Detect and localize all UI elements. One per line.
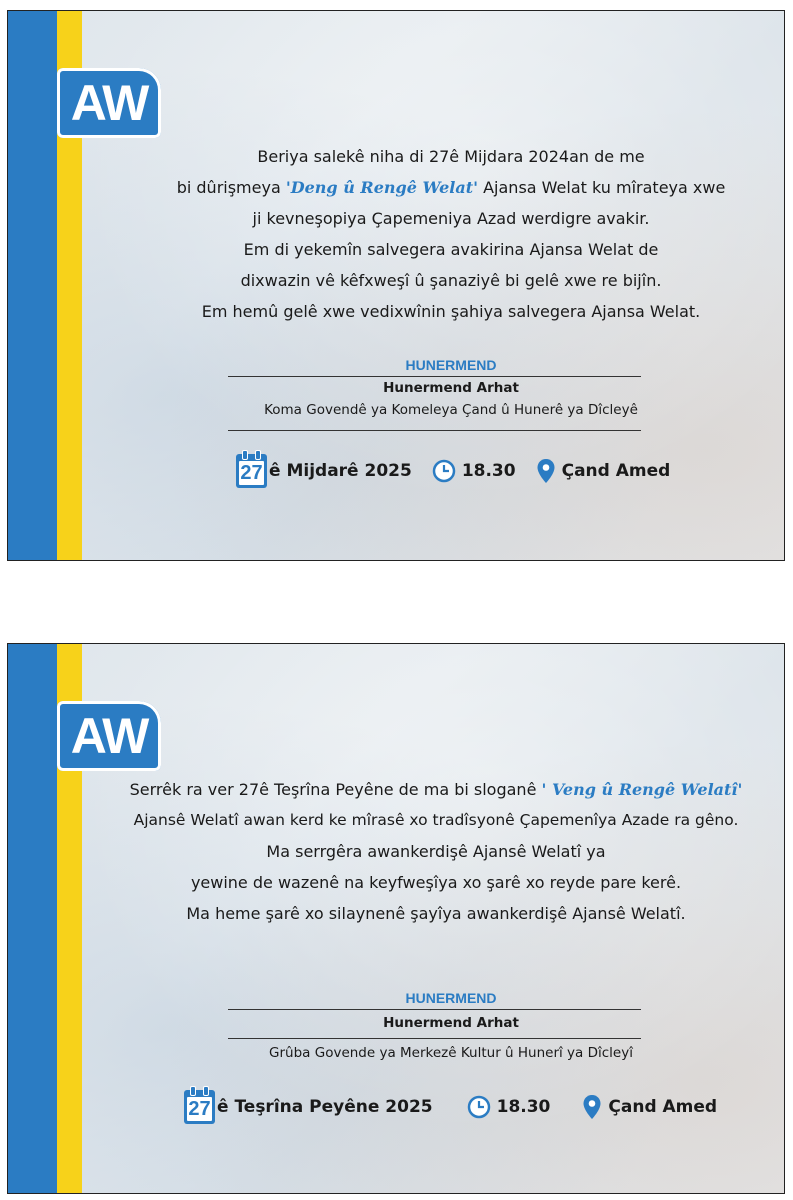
section-label: HUNERMEND: [405, 357, 497, 373]
invitation-card-kurmanji: [7, 10, 785, 561]
event-date: 27 ê Teşrîna Peyêne 2025: [184, 1090, 433, 1124]
invitation-card-zazaki: [7, 643, 785, 1194]
event-time: 18.30: [432, 459, 516, 483]
calendar-icon: 27: [236, 454, 267, 488]
text-line: Ma serrgêra awankerdişê Ajansê Welatî ya: [266, 842, 606, 861]
slogan: ' Veng û Rengê Welatî': [541, 780, 743, 799]
event-details: [236, 454, 690, 488]
location-pin-icon: [582, 1094, 602, 1120]
divider: [228, 430, 641, 431]
clock-icon: [432, 459, 456, 483]
event-details: [184, 1090, 737, 1124]
clock-icon: [467, 1095, 491, 1119]
event-place: Çand Amed: [536, 458, 671, 484]
artist-group: Grûba Govende ya Merkezê Kultur û Hunerî ya Dîcleyî: [269, 1045, 633, 1061]
text-line: Serrêk ra ver 27ê Teşrîna Peyêne de ma bi sloganê ' Veng û Rengê Welatî': [129, 780, 743, 799]
event-date: 27 ê Mijdarê 2025: [236, 454, 412, 488]
text-line: Em di yekemîn salvegera avakirina Ajansa Welat de: [243, 240, 659, 259]
artist-group: Koma Govendê ya Komeleya Çand û Hunerê ya Dîcleyê: [264, 402, 638, 418]
aw-logo: AW: [57, 68, 161, 138]
artist-name: Hunermend Arhat: [383, 380, 519, 396]
location-pin-icon: [536, 458, 556, 484]
text-line: Beriya salekê niha di 27ê Mijdara 2024an de me: [257, 147, 645, 166]
aw-logo: AW: [57, 701, 161, 771]
invitation-text: [108, 774, 764, 929]
event-time: 18.30: [467, 1095, 551, 1119]
text-line: dixwazin vê kêfxweşî û şanaziyê bi gelê xwe re bijîn.: [240, 271, 662, 290]
text-line: yewine de wazenê na keyfweşîya xo şarê xo reyde pare kerê.: [190, 873, 682, 892]
divider: [228, 1038, 641, 1039]
artist-name: Hunermend Arhat: [383, 1015, 519, 1031]
text-line: Em hemû gelê xwe vedixwînin şahiya salvegera Ajansa Welat.: [201, 302, 701, 321]
calendar-icon: 27: [184, 1090, 215, 1124]
event-place: Çand Amed: [582, 1094, 717, 1120]
slogan: 'Deng û Rengê Welat': [285, 178, 479, 197]
text-line: Ma heme şarê xo silaynenê şayîya awankerdişê Ajansê Welatî.: [186, 904, 686, 923]
text-line: Ajansê Welatî awan kerd ke mîrasê xo tradîsyonê Çapemenîya Azade ra gêno.: [133, 811, 739, 829]
text-line: ji kevneşopiya Çapemeniya Azad werdigre avakir.: [252, 209, 650, 228]
section-label: HUNERMEND: [405, 990, 497, 1006]
text-line: bi dûrişmeya 'Deng û Rengê Welat' Ajansa Welat ku mîrateya xwe: [176, 178, 726, 197]
blue-side-stripe: [8, 644, 57, 1193]
invitation-text: [148, 141, 754, 327]
divider: [228, 1009, 641, 1010]
blue-side-stripe: [8, 11, 57, 560]
divider: [228, 376, 641, 377]
